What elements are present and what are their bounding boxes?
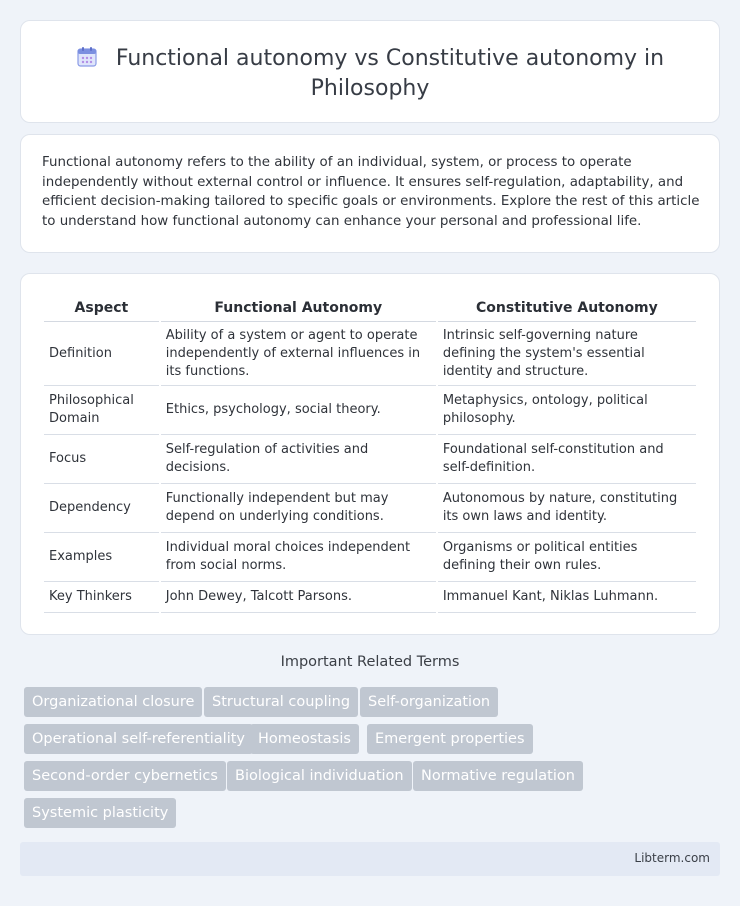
related-tag[interactable]: Systemic plasticity [24, 798, 176, 828]
table-row [44, 386, 696, 435]
row-functional: Individual moral choices independent from social norms. [161, 533, 436, 582]
row-aspect: Philosophical Domain [44, 386, 159, 435]
row-constitutive: Immanuel Kant, Niklas Luhmann. [438, 582, 696, 613]
row-aspect: Examples [44, 533, 159, 582]
related-tag[interactable]: Operational self-referentiality [24, 724, 253, 754]
row-functional: Ability of a system or agent to operate independently of external influences in its functions. [161, 322, 436, 386]
intro-card [20, 134, 720, 253]
row-aspect: Key Thinkers [44, 582, 159, 613]
related-tag[interactable]: Structural coupling [204, 687, 358, 717]
page-title-text: Functional autonomy vs Constitutive autonomy in Philosophy [115, 46, 665, 101]
related-tag[interactable]: Biological individuation [227, 761, 412, 791]
row-functional: Ethics, psychology, social theory. [161, 386, 436, 435]
related-tag[interactable]: Emergent properties [367, 724, 533, 754]
row-functional: Functionally independent but may depend on underlying conditions. [161, 484, 436, 533]
row-aspect: Focus [44, 435, 159, 484]
related-tag[interactable]: Normative regulation [413, 761, 583, 791]
header-constitutive: Constitutive Autonomy [438, 294, 696, 322]
related-tag[interactable]: Self-organization [360, 687, 498, 717]
row-constitutive: Metaphysics, ontology, political philosophy. [438, 386, 696, 435]
row-constitutive: Organisms or political entities defining their own rules. [438, 533, 696, 582]
table-row [44, 533, 696, 582]
related-terms-heading: Important Related Terms [280, 654, 460, 670]
related-tag[interactable]: Organizational closure [24, 687, 202, 717]
table-row [44, 582, 696, 613]
intro-paragraph: Functional autonomy refers to the ability of an individual, system, or process to operate independently without external control or influence. It ensures self-regulation, adaptability, and efficient decision-making tailored to specific goals or environments. Explore the rest of this article to understand how functional autonomy can enhance your personal and professional life. [42, 155, 700, 229]
table-row [44, 435, 696, 484]
row-functional: John Dewey, Talcott Parsons. [161, 582, 436, 613]
comparison-card [20, 273, 720, 635]
row-functional: Self-regulation of activities and decisions. [161, 435, 436, 484]
row-aspect: Dependency [44, 484, 159, 533]
page-title [21, 44, 719, 104]
row-constitutive: Intrinsic self-governing nature defining the system's essential identity and structure. [438, 322, 696, 386]
row-constitutive: Foundational self-constitution and self-definition. [438, 435, 696, 484]
row-constitutive: Autonomous by nature, constituting its own laws and identity. [438, 484, 696, 533]
table-header-row [44, 294, 696, 322]
related-tag[interactable]: Second-order cybernetics [24, 761, 226, 791]
calendar-icon [76, 46, 98, 68]
table-row [44, 484, 696, 533]
title-card [20, 20, 720, 123]
footer-site-link[interactable]: Libterm.com [634, 851, 710, 865]
footer-bar [20, 842, 720, 876]
row-aspect: Definition [44, 322, 159, 386]
related-tag[interactable]: Homeostasis [250, 724, 359, 754]
table-row [44, 322, 696, 386]
comparison-table [42, 294, 698, 613]
header-aspect: Aspect [44, 294, 159, 322]
header-functional: Functional Autonomy [161, 294, 436, 322]
